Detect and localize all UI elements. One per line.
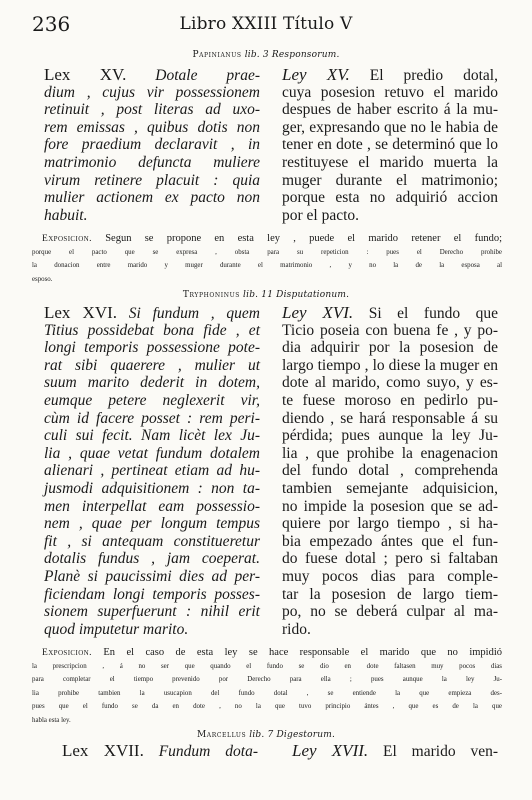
latin-line: cùm id facere posset : rem peri- [44, 409, 260, 427]
latin-line: suum marito dederit in dotem, [44, 374, 260, 392]
spanish-line: largo tiempo , lo diese la muger en [282, 356, 498, 374]
latin-line: matrimonio defuncta muliere [44, 153, 260, 171]
spanish-line: rido. [282, 620, 311, 638]
latin-line: Lex XV. Dotale prae- [44, 65, 260, 84]
commentary-line: esposo. [32, 275, 53, 283]
commentary-line: para completar el tiempo prevenido por Derecho para ella ; pues aunque la ley Ju- [32, 676, 502, 683]
spanish-line: no impide la posesion que se ad- [282, 497, 498, 515]
lex-heading: Lex XVI. [44, 303, 118, 322]
source-author: Marcellus [196, 730, 247, 740]
spanish-line: dote al marido, como suyo, y es- [282, 374, 498, 392]
spanish-line: Ley XVI. Si el fundo que [282, 303, 498, 322]
page-header [32, 12, 500, 40]
source-work: lib. 7 Digestorum. [249, 730, 336, 740]
spanish-line: Ticio poseia con buena fe , y po- [282, 321, 498, 339]
latin-line: lia , quae vetat fundum dotalem [44, 444, 260, 462]
latin-line: fit , si antequam constitueretur [44, 532, 260, 550]
latin-line: Planè si paucissimi dies ad per- [44, 567, 260, 585]
latin-line: dotalis fundus , jam coeperat. [44, 550, 260, 568]
source-author: Papinianus [192, 50, 242, 60]
latin-column [44, 304, 260, 638]
commentary-label: Exposicion. [42, 234, 92, 244]
spanish-line: quiere por largo tiempo , si ha- [282, 515, 498, 533]
spanish-line: cuya posesion retuvo el marido [282, 83, 498, 101]
spanish-line: del fundo dotal , comprehenda [282, 462, 498, 480]
latin-line: alienari , pertineat etiam ad hu- [44, 462, 260, 480]
latin-line: fore praedium declaravit , in [44, 136, 260, 154]
latin-line: rat sibi quaerere , mulier ut [44, 356, 260, 374]
latin-line: culi sui fecit. Nam licèt lex Ju- [44, 427, 260, 445]
latin-line: Lex XVI. Si fundum , quem [44, 303, 260, 322]
spanish-line: diendo , se hará responsable á su [282, 409, 498, 427]
spanish-column [282, 304, 498, 638]
latin-line: eumque petere neglexerit vir, [44, 391, 260, 409]
spanish-line: dia adquirir por la posesion de [282, 339, 498, 357]
commentary-line: Exposicion. Segun se propone en esta ley , puede el marido retener el fundo; [42, 233, 502, 244]
spanish-line: te fuese moroso en pedirlo pu- [282, 391, 498, 409]
latin-line: dium , cujus vir possessionem [44, 83, 260, 101]
source-work: lib. 3 Responsorum. [244, 50, 340, 60]
spanish-line: do fuese dotal ; pero si faltaban [282, 550, 498, 568]
commentary-line: la donacion entre marido y muger durante el matrimonio , y no la de la esposa al [32, 262, 502, 269]
spanish-line: Ley XVII. El marido ven- [292, 741, 498, 760]
commentary-line: lia prohibe tambien la usucapion del fundo dotal , se entiende la que empieza des- [32, 689, 502, 697]
latin-line: Titius possidebat bona fide , et [44, 321, 260, 339]
latin-line: sionem superfuerunt : nihil erit [44, 603, 260, 621]
spanish-line: muger durante el matrimonio; [282, 171, 498, 189]
latin-line: longi temporis possessione pote- [44, 339, 260, 357]
latin-line: retinuit , post literas ad uxo- [44, 101, 260, 119]
spanish-line: muy pocos dias para comple- [282, 567, 498, 585]
lex-heading: Lex XV. [44, 65, 127, 84]
ley-heading: Ley XV. [282, 65, 350, 84]
source-citation [0, 50, 532, 60]
spanish-line: bia empezado ántes que el fun- [282, 532, 498, 550]
spanish-column [282, 66, 498, 224]
commentary-block [32, 646, 503, 727]
latin-line: jusmodi adquisitionem : non ta- [44, 479, 260, 497]
source-citation [0, 290, 532, 300]
spanish-line: despues de haber escrito á la mu- [282, 101, 498, 119]
commentary-line: porque el pacto que se expresa , obsta para su repeticion : pues el Derecho prohibe [32, 248, 502, 256]
source-author: Tryphoninus [182, 290, 240, 300]
latin-column [62, 742, 258, 760]
spanish-line: ger, expresando que no le habia de [282, 118, 498, 136]
spanish-line: porque esta no adquirió accion [282, 189, 498, 207]
latin-line: mulier actionem ex pacto non [44, 189, 260, 207]
commentary-line: Exposicion. En el caso de esta ley se hace responsable el marido que no impidió [42, 647, 503, 658]
commentary-block [32, 232, 502, 286]
spanish-line: restituyese el marido muerta la [282, 153, 498, 171]
spanish-line: po, no se deberá culpar al ma- [282, 603, 498, 621]
latin-line: quod imputetur marito. [44, 620, 189, 638]
page-number: 236 [32, 12, 71, 36]
spanish-line: lia , que prohibe la enagenacion [282, 444, 498, 462]
commentary-label: Exposicion. [42, 648, 92, 658]
latin-line: Lex XVII. Fundum dota- [62, 741, 258, 760]
ley-heading: Ley XVI. [282, 303, 354, 322]
latin-column [44, 66, 260, 224]
commentary-line: la prescripcion , á no ser que quando el fundo se dio en dote faltasen muy pocos dias [32, 662, 502, 670]
latin-line: habuit. [44, 206, 88, 224]
spanish-line: tar la posesion de largo tiem- [282, 585, 498, 603]
spanish-line: tambien semejante adquisicion, [282, 479, 498, 497]
spanish-line: por el pacto. [282, 206, 360, 224]
latin-line: virum retinere placuit : quia [44, 171, 260, 189]
latin-line: ficiendam longi temporis posses- [44, 585, 260, 603]
latin-line: men interpellat eam possessio- [44, 497, 260, 515]
spanish-line: Ley XV. El predio dotal, [282, 65, 498, 84]
commentary-line: habla esta ley. [32, 716, 71, 724]
running-title: Libro XXIII Título V [179, 14, 353, 34]
commentary-line: pues que el fundo se da en dote , no la que tuvo principio ántes , que es de la que [32, 703, 502, 710]
source-work: lib. 11 Disputationum. [243, 290, 350, 300]
lex-heading: Lex XVII. [62, 741, 144, 760]
latin-line: rem emissas , quibus dotis non [44, 118, 260, 136]
spanish-line: pérdida; pues aunque la ley Ju- [282, 427, 498, 445]
ley-heading: Ley XVII. [292, 741, 369, 760]
source-citation [0, 730, 532, 740]
latin-line: nem , quae per longum tempus [44, 515, 260, 533]
spanish-line: tener en dote , se determinó que lo [282, 136, 498, 154]
spanish-column [292, 742, 498, 760]
